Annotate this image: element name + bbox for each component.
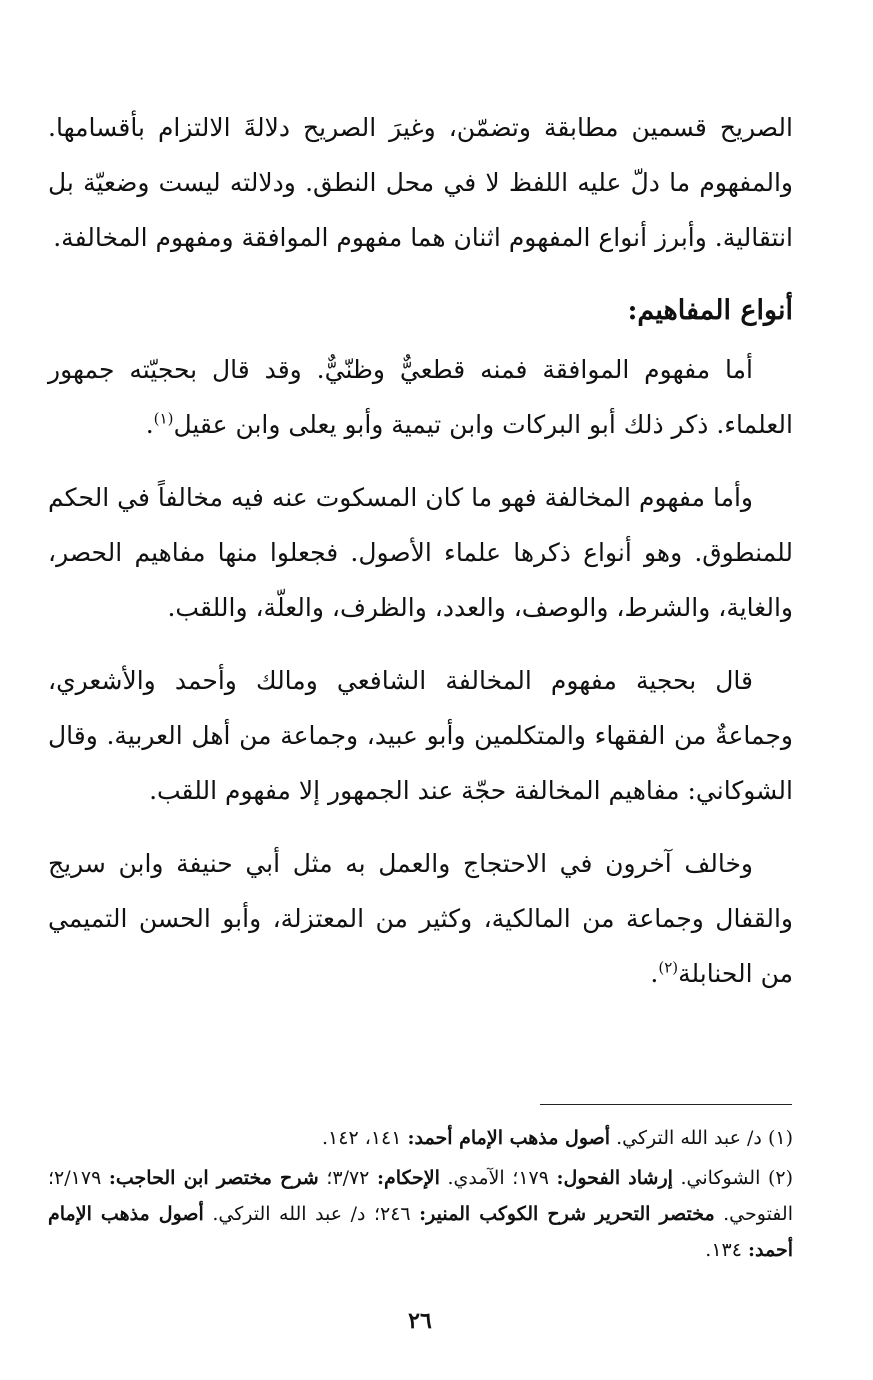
- footnote-2-title-4: مختصر التحرير شرح الكوكب المنير:: [419, 1203, 715, 1225]
- footnote-ref-2[interactable]: (٢): [658, 958, 679, 977]
- section-heading: [48, 283, 793, 338]
- paragraph-muwafaqa: [48, 342, 793, 452]
- footnote-2-title-3: شرح مختصر ابن الحاجب:: [108, 1167, 319, 1189]
- paragraph-mukhalafa-text: وأما مفهوم المخالفة فهو ما كان المسكوت عنه فيه مخالفاً في الحكم للمنطوق. وهو أنواع ذكرها علماء الأصول. فجعلوا منها مفاهيم الحصر، والغاية، والشرط، والوصف، والعدد، والظرف، والعلّة، واللقب.: [48, 483, 793, 622]
- paragraph-intro: [48, 100, 793, 265]
- page-number: ٢٦: [408, 1308, 432, 1334]
- paragraph-intro-text: الصريح قسمين مطابقة وتضمّن، وغيرَ الصريح دلالةَ الالتزام بأقسامها. والمفهوم ما دلّ عليه اللفظ لا في محل النطق. ودلالته ليست وضعيّة بل انتقالية. وأبرز أنواع المفهوم اثنان هما مفهوم الموافقة ومفهوم المخالفة.: [48, 113, 793, 252]
- footnote-2-number: (٢): [767, 1167, 794, 1189]
- page-body: [48, 100, 793, 1019]
- footnote-2-ref-1: ١٧٩؛ الآمدي.: [447, 1167, 549, 1189]
- footnote-1-title: أصول مذهب الإمام أحمد:: [407, 1127, 611, 1149]
- paragraph-qawl: [48, 653, 793, 818]
- footnote-divider: [540, 1104, 792, 1105]
- footnote-2-title-2: الإحكام:: [377, 1167, 440, 1189]
- footnote-2-title-5: أصول مذهب الإمام أحمد:: [48, 1203, 793, 1261]
- paragraph-muwafaqa-text: أما مفهوم الموافقة فمنه قطعيٌّ وظنّيٌّ. وقد قال بحجيّته جمهور العلماء. ذكر ذلك أبو البركات وابن تيمية وأبو يعلى وابن عقيل: [48, 355, 793, 439]
- footnote-ref-1[interactable]: (١): [153, 409, 174, 428]
- section-heading-text: أنواع المفاهيم:: [627, 295, 793, 326]
- footnote-1-author: د/ عبد الله التركي.: [616, 1127, 762, 1149]
- footnote-2-title-1: إرشاد الفحول:: [556, 1167, 673, 1189]
- footnote-2-ref-3: ٢/١٧٩؛ الفتوحي.: [48, 1167, 793, 1225]
- paragraph-khilaf-text: وخالف آخرون في الاحتجاج والعمل به مثل أبي حنيفة وابن سريج والقفال وجماعة من المالكية، وكثير من المعتزلة، وأبو الحسن التميمي من الحنابلة: [48, 849, 793, 988]
- footnote-1-number: (١): [767, 1127, 793, 1149]
- footnotes-section: [48, 1120, 793, 1272]
- paragraph-khilaf: [48, 836, 793, 1001]
- footnote-2-ref-4: ٢٤٦؛ د/ عبد الله التركي.: [212, 1203, 411, 1225]
- paragraph-muwafaqa-end: .: [145, 410, 154, 439]
- paragraph-khilaf-end: .: [650, 959, 659, 988]
- paragraph-qawl-text: قال بحجية مفهوم المخالفة الشافعي ومالك وأحمد والأشعري، وجماعةٌ من الفقهاء والمتكلمين وأبو عبيد، وجماعة من أهل العربية. وقال الشوكاني: مفاهيم المخالفة حجّة عند الجمهور إلا مفهوم اللقب.: [48, 666, 793, 805]
- footnote-2: [48, 1160, 793, 1268]
- footnote-1: [48, 1120, 793, 1156]
- footnote-2-ref-5: ١٣٤.: [705, 1239, 742, 1261]
- footnote-1-pages: ١٤١، ١٤٢.: [322, 1127, 402, 1149]
- footnote-2-ref-2: ٣/٧٢؛: [326, 1167, 370, 1189]
- footnote-2-author-1: الشوكاني.: [680, 1167, 761, 1189]
- paragraph-mukhalafa: [48, 470, 793, 635]
